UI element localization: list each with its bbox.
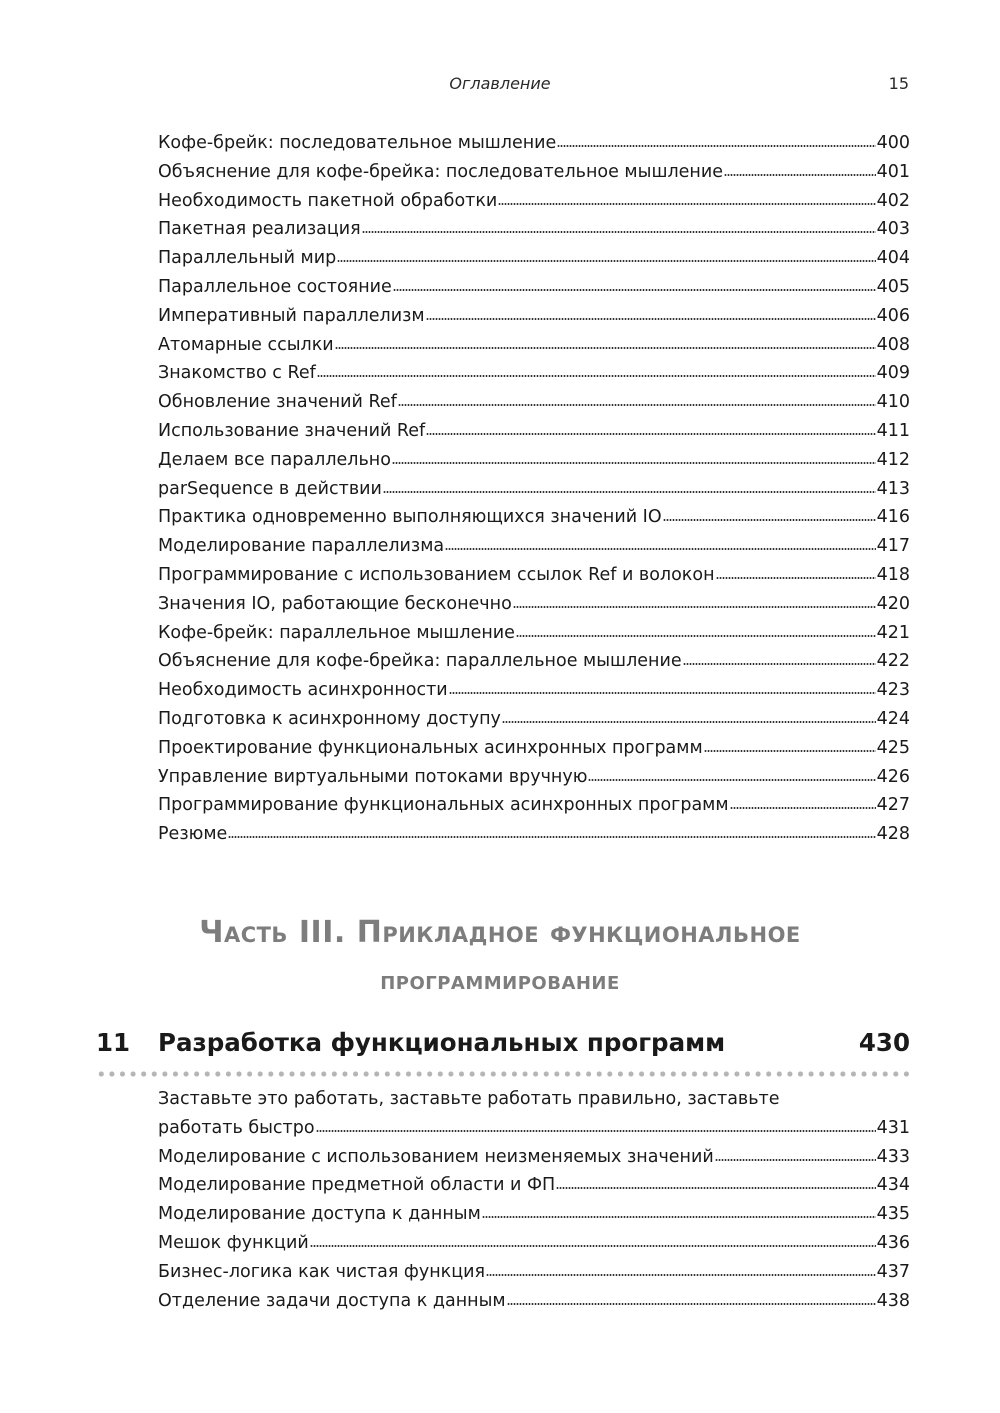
- toc-entry-title: Объяснение для кофе-брейка: параллельное мышление: [158, 651, 682, 672]
- toc-entry-page: 427: [876, 795, 910, 816]
- toc-entry[interactable]: [158, 619, 910, 648]
- chapter-title: Разработка функциональных программ: [158, 1028, 726, 1057]
- leader-dots: [383, 488, 876, 494]
- leader-dots: [310, 1242, 876, 1248]
- leader-dots: [502, 718, 876, 724]
- toc-entry-page: 404: [876, 248, 910, 269]
- toc-entry-page: 425: [876, 737, 910, 758]
- toc-entry-title: Программирование с использованием ссылок Ref и волокон: [158, 564, 715, 585]
- chapter-number: 11: [96, 1028, 131, 1057]
- toc-entry[interactable]: [158, 446, 910, 475]
- toc-entry-page: 408: [876, 334, 910, 355]
- leader-dots: [498, 200, 875, 206]
- running-title: Оглавление: [449, 74, 551, 93]
- toc-entry-title: Моделирование предметной области и ФП: [158, 1175, 556, 1196]
- toc-entry[interactable]: [158, 532, 910, 561]
- leader-dots: [228, 833, 875, 839]
- toc-entry[interactable]: [158, 503, 910, 532]
- toc-entry-page: 434: [876, 1175, 910, 1196]
- toc-entry[interactable]: [158, 1200, 910, 1229]
- toc-entry[interactable]: [158, 273, 910, 302]
- toc-entry-title: Пакетная реализация: [158, 219, 361, 240]
- toc-entry[interactable]: [158, 359, 910, 388]
- toc-entry[interactable]: [158, 1085, 910, 1143]
- leader-dots: [683, 660, 876, 666]
- toc-entry-title: Делаем все параллельно: [158, 449, 391, 470]
- toc-entry[interactable]: [158, 187, 910, 216]
- toc-entry[interactable]: [158, 158, 910, 187]
- toc-entry-title: Значения IO, работающие бесконечно: [158, 593, 512, 614]
- toc-entry[interactable]: [158, 647, 910, 676]
- toc-entry[interactable]: [158, 1171, 910, 1200]
- chapter-dotted-rule: [96, 1070, 910, 1078]
- toc-entry-title-line2: работать быстро: [158, 1117, 315, 1138]
- leader-dots: [449, 689, 876, 695]
- toc-entry[interactable]: [158, 244, 910, 273]
- toc-entry-page: 433: [876, 1146, 910, 1167]
- toc-entry[interactable]: [158, 331, 910, 360]
- toc-entry[interactable]: [158, 676, 910, 705]
- toc-entry-page: 401: [876, 161, 910, 182]
- toc-entry[interactable]: [158, 705, 910, 734]
- toc-entry-title: Моделирование доступа к данным: [158, 1204, 481, 1225]
- leader-dots: [317, 372, 876, 378]
- toc-entry[interactable]: [158, 1258, 910, 1287]
- toc-entry-page: 424: [876, 708, 910, 729]
- chapter-page: 430: [858, 1028, 910, 1057]
- toc-entry-title: Подготовка к асинхронному доступу: [158, 708, 501, 729]
- chapter-heading: [96, 1028, 910, 1057]
- toc-entry-title-line1: Заставьте это работать, заставьте работать правильно, заставьте: [158, 1089, 780, 1109]
- leader-dots: [426, 315, 876, 321]
- leader-dots: [516, 632, 876, 638]
- toc-entry-page: 405: [876, 276, 910, 297]
- toc-entry-page: 406: [876, 305, 910, 326]
- toc-entry-title: parSequence в действии: [158, 478, 382, 499]
- leader-dots: [316, 1127, 876, 1133]
- toc-entry-title: Атомарные ссылки: [158, 334, 334, 355]
- leader-dots: [556, 1184, 875, 1190]
- leader-dots: [513, 603, 876, 609]
- toc-entry-title: Проектирование функциональных асинхронных программ: [158, 737, 703, 758]
- part-heading: [0, 908, 1000, 1004]
- toc-entry-page: 436: [876, 1232, 910, 1253]
- toc-entry-page: 400: [876, 133, 910, 153]
- toc-entry-page: 403: [876, 219, 910, 240]
- toc-entry-title: Знакомство с Ref: [158, 363, 316, 384]
- toc-entry-page: 426: [876, 766, 910, 787]
- toc-entry[interactable]: [158, 1287, 910, 1316]
- toc-entry-title: Отделение задачи доступа к данным: [158, 1290, 506, 1311]
- toc-entry[interactable]: [158, 302, 910, 331]
- toc-entry-title: Моделирование параллелизма: [158, 536, 445, 557]
- toc-entry-page: 416: [876, 507, 910, 528]
- leader-dots: [716, 574, 876, 580]
- toc-entry[interactable]: [158, 129, 910, 158]
- leader-dots: [704, 747, 876, 753]
- part-heading-line1: Часть III. Прикладное функциональное: [199, 915, 801, 950]
- leader-dots: [588, 776, 875, 782]
- toc-entry-page: 420: [876, 593, 910, 614]
- toc-entry[interactable]: [158, 561, 910, 590]
- toc-entry-page: 402: [876, 190, 910, 211]
- toc-entry-title: Бизнес-логика как чистая функция: [158, 1261, 486, 1282]
- toc-entry-title: Необходимость асинхронности: [158, 680, 448, 701]
- toc-entry-page: 428: [876, 824, 910, 845]
- toc-entry[interactable]: [158, 590, 910, 619]
- leader-dots: [362, 228, 876, 234]
- toc-entry-page: 437: [876, 1261, 910, 1282]
- toc-entry-title: Объяснение для кофе-брейка: последовательное мышление: [158, 161, 723, 182]
- toc-entry[interactable]: [158, 791, 910, 820]
- toc-entry[interactable]: [158, 417, 910, 446]
- toc-entry-page: 438: [876, 1290, 910, 1311]
- toc-entry[interactable]: [158, 1143, 910, 1172]
- leader-dots: [730, 804, 876, 810]
- toc-entry[interactable]: [158, 763, 910, 792]
- toc-entry-title: Практика одновременно выполняющихся значений IO: [158, 507, 662, 528]
- toc-entry[interactable]: [158, 475, 910, 504]
- leader-dots: [724, 171, 876, 177]
- leader-dots: [715, 1156, 876, 1162]
- toc-entry-page: 431: [876, 1117, 910, 1138]
- leader-dots: [557, 142, 875, 148]
- leader-dots: [445, 545, 875, 551]
- toc-entry-title: Императивный параллелизм: [158, 305, 425, 326]
- leader-dots: [486, 1271, 876, 1277]
- leader-dots: [482, 1213, 876, 1219]
- toc-entry-title: Кофе-брейк: последовательное мышление: [158, 133, 557, 153]
- toc-entry-page: 413: [876, 478, 910, 499]
- toc-entry-page: 412: [876, 449, 910, 470]
- toc-entry-page: 421: [876, 622, 910, 643]
- leader-dots: [663, 516, 876, 522]
- leader-dots: [335, 344, 876, 350]
- leader-dots: [426, 430, 875, 436]
- toc-entry-page: 409: [876, 363, 910, 384]
- toc-entry-title: Параллельный мир: [158, 248, 337, 269]
- toc-entry-title: Программирование функциональных асинхронных программ: [158, 795, 729, 816]
- toc-entry-page: 435: [876, 1204, 910, 1225]
- leader-dots: [337, 257, 875, 263]
- toc-entry-page: 410: [876, 392, 910, 413]
- leader-dots: [507, 1300, 876, 1306]
- toc-entry-title: Мешок функций: [158, 1232, 309, 1253]
- toc-list-top: [158, 129, 910, 849]
- toc-entry-title: Резюме: [158, 824, 228, 845]
- toc-entry-title: Управление виртуальными потоками вручную: [158, 766, 588, 787]
- toc-entry-title: Параллельное состояние: [158, 276, 392, 297]
- toc-entry-title: Кофе-брейк: параллельное мышление: [158, 622, 515, 643]
- part-heading-line2: программирование: [380, 966, 620, 995]
- toc-entry-title: Использование значений Ref: [158, 420, 426, 441]
- leader-dots: [398, 401, 876, 407]
- toc-entry[interactable]: [158, 820, 910, 849]
- toc-entry-page: 422: [876, 651, 910, 672]
- toc-entry[interactable]: [158, 734, 910, 763]
- toc-entry[interactable]: [158, 215, 910, 244]
- toc-entry-title: Моделирование с использованием неизменяемых значений: [158, 1146, 714, 1167]
- toc-entry[interactable]: [158, 388, 910, 417]
- toc-list-chapter: [158, 1085, 910, 1315]
- leader-dots: [392, 459, 876, 465]
- toc-entry-page: 411: [876, 420, 910, 441]
- toc-entry-page: 417: [876, 536, 910, 557]
- page-number: 15: [888, 74, 909, 93]
- toc-entry[interactable]: [158, 1229, 910, 1258]
- leader-dots: [393, 286, 876, 292]
- toc-entry-title: Обновление значений Ref: [158, 392, 397, 413]
- toc-entry-page: 423: [876, 680, 910, 701]
- toc-entry-page: 418: [876, 564, 910, 585]
- toc-entry-title: Необходимость пакетной обработки: [158, 190, 498, 211]
